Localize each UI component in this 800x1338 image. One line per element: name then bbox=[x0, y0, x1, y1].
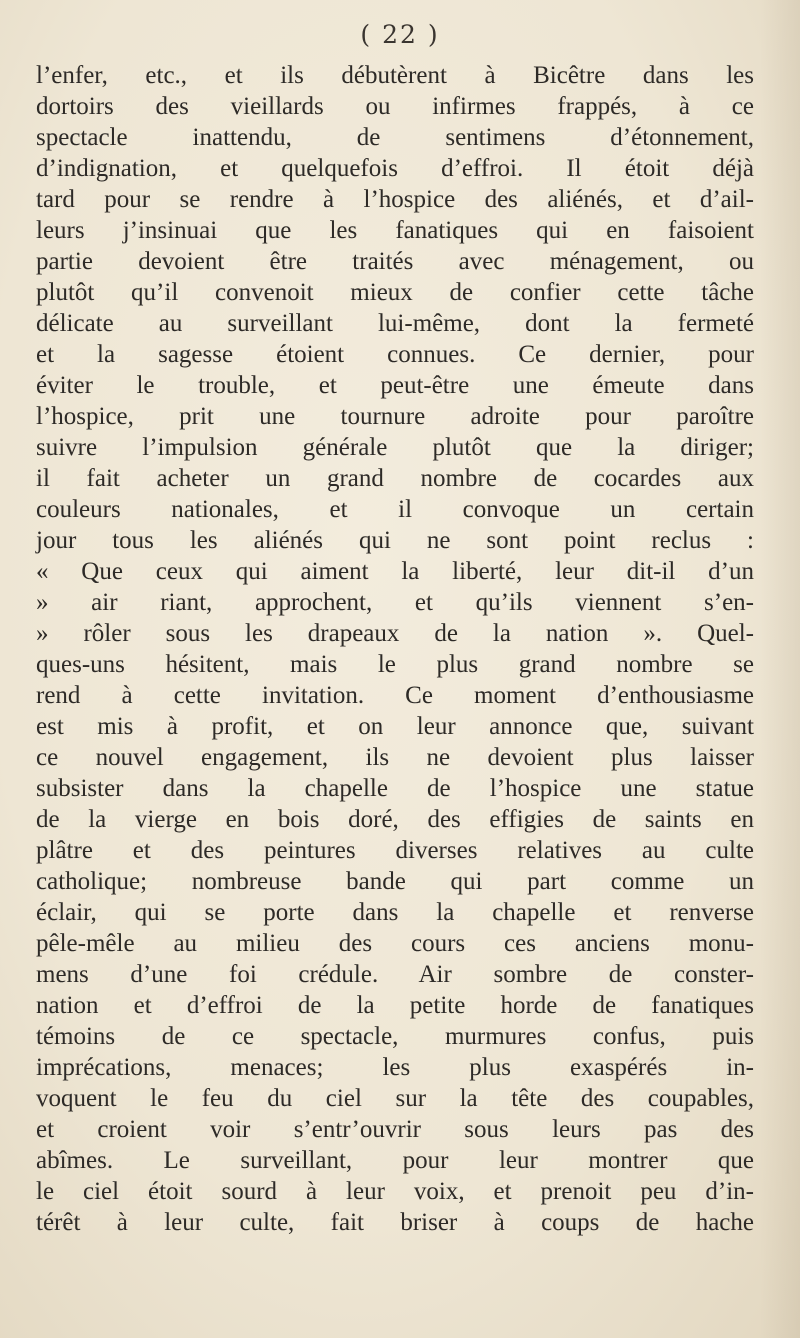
text-line: tard pour se rendre à l’hospice des aliénés, et d’ail- bbox=[36, 186, 754, 213]
text-line: il fait acheter un grand nombre de cocardes aux bbox=[36, 465, 754, 492]
text-line: couleurs nationales, et il convoque un certain bbox=[36, 496, 754, 523]
text-line: éclair, qui se porte dans la chapelle et renverse bbox=[36, 899, 754, 926]
text-line: dortoirs des vieillards ou infirmes frappés, à ce bbox=[36, 93, 754, 120]
text-line: leurs j’insinuai que les fanatiques qui en faisoient bbox=[36, 217, 754, 244]
text-line: partie devoient être traités avec ménagement, ou bbox=[36, 248, 754, 275]
text-line: spectacle inattendu, de sentimens d’étonnement, bbox=[36, 124, 754, 151]
text-line: subsister dans la chapelle de l’hospice une statue bbox=[36, 775, 754, 802]
text-line: le ciel étoit sourd à leur voix, et prenoit peu d’in- bbox=[36, 1178, 754, 1205]
text-line: plâtre et des peintures diverses relatives au culte bbox=[36, 837, 754, 864]
text-line: de la vierge en bois doré, des effigies de saints en bbox=[36, 806, 754, 833]
text-line: témoins de ce spectacle, murmures confus, puis bbox=[36, 1023, 754, 1050]
text-line: voquent le feu du ciel sur la tête des coupables, bbox=[36, 1085, 754, 1112]
text-line: térêt à leur culte, fait briser à coups de hache bbox=[36, 1209, 754, 1236]
text-line: suivre l’impulsion générale plutôt que la diriger; bbox=[36, 434, 754, 461]
text-line: » rôler sous les drapeaux de la nation ». Quel- bbox=[36, 620, 754, 647]
text-line: éviter le trouble, et peut-être une émeute dans bbox=[36, 372, 754, 399]
text-line: l’hospice, prit une tournure adroite pour paroître bbox=[36, 403, 754, 430]
text-line: pêle-mêle au milieu des cours ces anciens monu- bbox=[36, 930, 754, 957]
text-line: jour tous les aliénés qui ne sont point reclus : bbox=[36, 527, 754, 554]
text-line: délicate au surveillant lui-même, dont la fermeté bbox=[36, 310, 754, 337]
text-line: ques-uns hésitent, mais le plus grand nombre se bbox=[36, 651, 754, 678]
text-line: rend à cette invitation. Ce moment d’enthousiasme bbox=[36, 682, 754, 709]
text-line: plutôt qu’il convenoit mieux de confier cette tâche bbox=[36, 279, 754, 306]
body-text bbox=[36, 60, 754, 1238]
text-line: ce nouvel engagement, ils ne devoient plus laisser bbox=[36, 744, 754, 771]
text-line: et croient voir s’entr’ouvrir sous leurs pas des bbox=[36, 1116, 754, 1143]
page-number: ( 22 ) bbox=[360, 20, 440, 49]
text-line: catholique; nombreuse bande qui part comme un bbox=[36, 868, 754, 895]
text-line: est mis à profit, et on leur annonce que, suivant bbox=[36, 713, 754, 740]
text-line: » air riant, approchent, et qu’ils viennent s’en- bbox=[36, 589, 754, 616]
text-line: d’indignation, et quelquefois d’effroi. Il étoit déjà bbox=[36, 155, 754, 182]
page-edge-shadow bbox=[760, 0, 800, 1338]
text-line: mens d’une foi crédule. Air sombre de conster- bbox=[36, 961, 754, 988]
text-line: et la sagesse étoient connues. Ce dernier, pour bbox=[36, 341, 754, 368]
text-line: nation et d’effroi de la petite horde de fanatiques bbox=[36, 992, 754, 1019]
text-line: abîmes. Le surveillant, pour leur montrer que bbox=[36, 1147, 754, 1174]
text-line: l’enfer, etc., et ils débutèrent à Bicêtre dans les bbox=[36, 62, 754, 89]
text-line: imprécations, menaces; les plus exaspérés in- bbox=[36, 1054, 754, 1081]
text-line: « Que ceux qui aiment la liberté, leur dit-il d’un bbox=[36, 558, 754, 585]
